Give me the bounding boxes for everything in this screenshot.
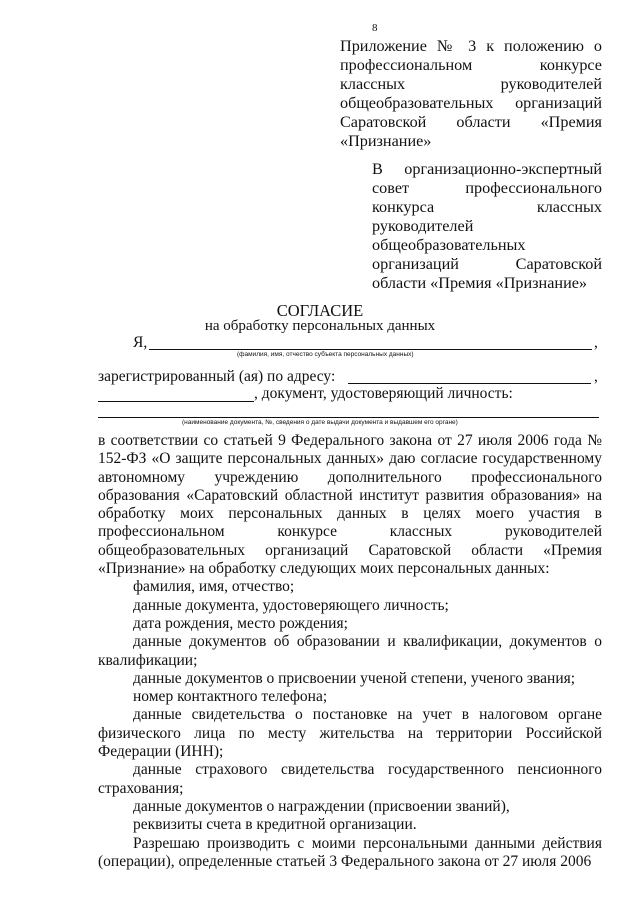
page-number: 8 xyxy=(372,22,378,34)
list-item: фамилия, имя, отчество; xyxy=(133,578,295,596)
address-label: зарегистрированный (ая) по адресу: xyxy=(98,368,336,385)
list-item: данные документов об образовании и квалификации, документов о квалификации; xyxy=(98,633,602,669)
address-field-comma: , xyxy=(594,368,598,385)
list-item: данные свидетельства о постановке на учет в налоговом органе физического лица по месту жительства на территории Российской Федерации (ИНН); xyxy=(98,706,602,761)
name-field-comma: , xyxy=(594,334,598,351)
appendix-heading: Приложение № 3 к положению о профессиональном конкурсе классных руководителей общеобразовательных организаций Саратовской области «Премия «Признание» xyxy=(340,37,602,150)
list-item: данные страхового свидетельства государственного пенсионного страхования; xyxy=(98,761,602,797)
name-field-line[interactable] xyxy=(149,349,592,350)
list-item: номер контактного телефона; xyxy=(133,688,328,706)
list-item: данные документов о награждении (присвоении званий), xyxy=(133,797,510,815)
i-label: Я, xyxy=(133,334,148,351)
consent-closing: Разрешаю производить с моими персональными данными действия (операции), определенные статьей 3 Федерального закона от 27 июля 2006 xyxy=(98,834,602,870)
list-item: данные документа, удостоверяющего личность; xyxy=(133,596,449,614)
list-item: данные документов о присвоении ученой степени, ученого звания; xyxy=(133,669,576,687)
document-title: СОГЛАСИЕ xyxy=(276,301,364,320)
document-subtitle: на обработку персональных данных xyxy=(204,318,436,334)
document-label: , документ, удостоверяющий личность: xyxy=(254,385,513,402)
consent-intro: в соответствии со статьей 9 Федерального закона от 27 июля 2006 года № 152-ФЗ «О защите персональных данных» даю согласие государственному автономному учреждению дополнительного профессионального образования «Саратовский областной институт развития образования» на обработку моих персональных данных в целях моего участия в профессиональном конкурсе классных руководителей общеобразовательных организаций Саратовской области «Премия «Признание» на обработку следующих моих персональных данных: xyxy=(98,432,602,578)
name-field-hint: (фамилия, имя, отчество субъекта персональных данных) xyxy=(237,351,414,358)
document-field-line[interactable] xyxy=(98,417,599,418)
addressee-block: В организационно-экспертный совет профессионального конкурса классных руководителей общеобразовательных организаций Саратовской области «Премия «Признание» xyxy=(372,160,602,292)
consent-body xyxy=(98,432,602,871)
list-item: реквизиты счета в кредитной организации. xyxy=(133,816,417,834)
list-item: дата рождения, место рождения; xyxy=(133,614,348,632)
address-continuation-line[interactable] xyxy=(98,401,254,402)
document-field-hint: (наименование документа, №, сведения о дате выдачи документа и выдавшем его органе) xyxy=(182,419,458,426)
address-field-line[interactable] xyxy=(348,383,591,384)
